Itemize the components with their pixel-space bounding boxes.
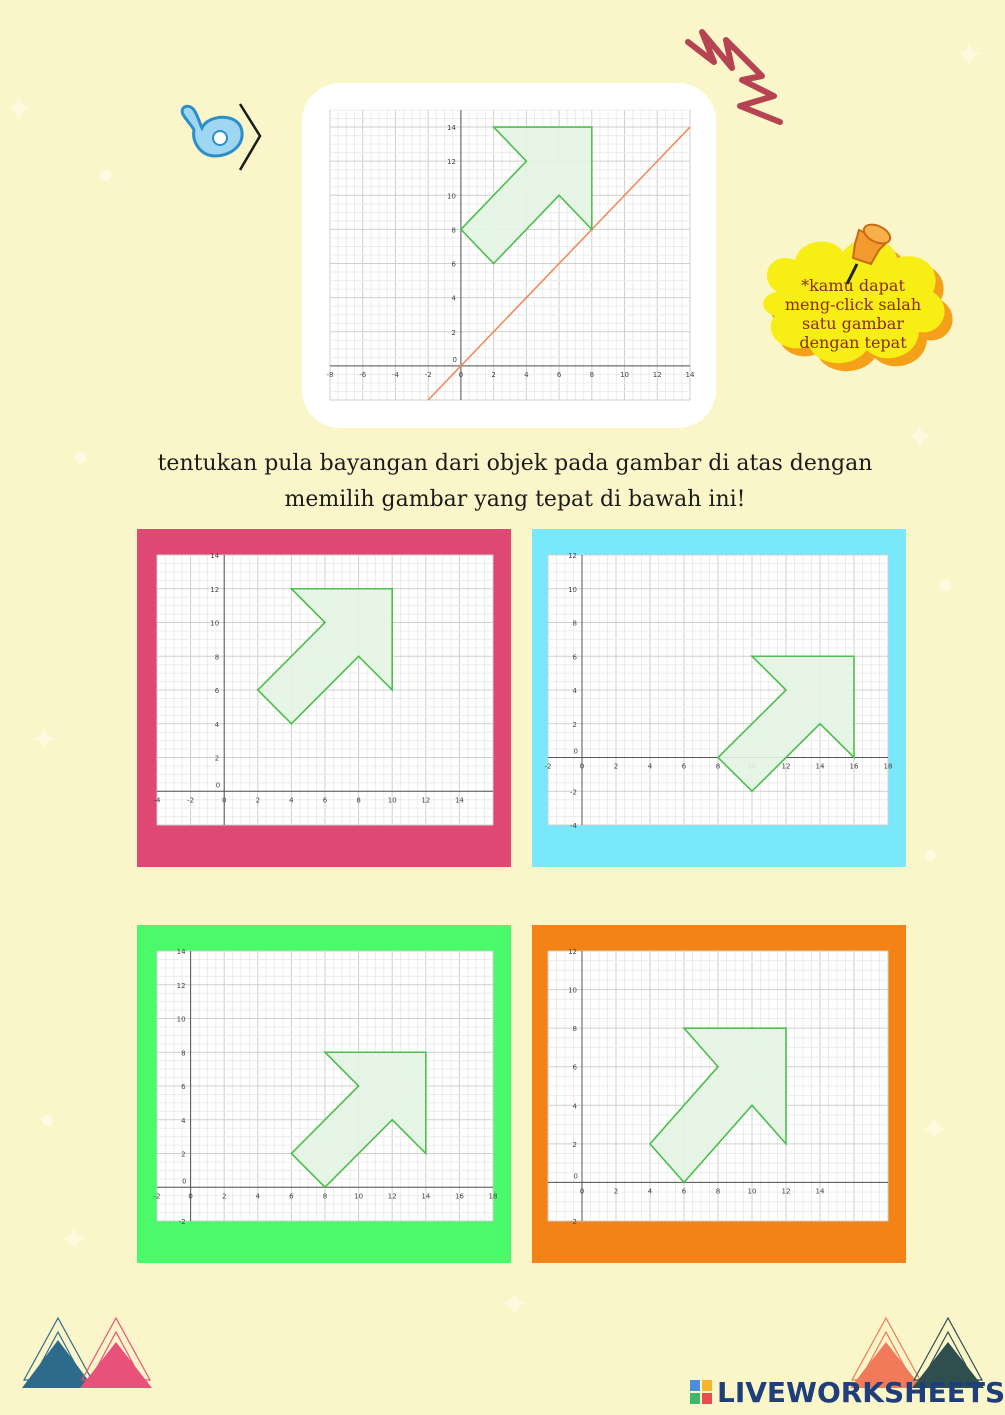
x-tick-label: 0 bbox=[458, 370, 464, 379]
star-decoration: ✦ bbox=[30, 720, 59, 760]
y-tick-label: 4 bbox=[572, 1102, 577, 1111]
x-tick-label: 10 bbox=[387, 796, 397, 805]
x-tick-label: 12 bbox=[387, 1192, 397, 1201]
star-decoration: ✦ bbox=[500, 1285, 529, 1325]
main-graph-svg bbox=[326, 110, 695, 400]
liveworksheets-logo[interactable] bbox=[690, 1372, 1005, 1412]
y-tick-label: 6 bbox=[181, 1083, 186, 1091]
x-tick-label: 6 bbox=[289, 1192, 294, 1201]
y-tick-label: 12 bbox=[176, 981, 186, 990]
star-decoration: ✦ bbox=[60, 1220, 89, 1260]
y-tick-label: 2 bbox=[451, 328, 456, 337]
option-b-graph[interactable] bbox=[544, 552, 893, 830]
x-tick-label: 2 bbox=[491, 370, 496, 379]
x-tick-label: 18 bbox=[883, 762, 893, 771]
y-tick-label: 10 bbox=[568, 585, 577, 594]
y-tick-label: 6 bbox=[572, 1063, 577, 1072]
x-tick-label: 6 bbox=[322, 796, 328, 805]
option-c-svg bbox=[153, 948, 498, 1226]
y-tick-label: 12 bbox=[446, 158, 456, 167]
x-tick-label: 10 bbox=[354, 1192, 364, 1201]
x-tick-label: 4 bbox=[647, 762, 653, 771]
x-tick-label: 14 bbox=[815, 762, 825, 771]
x-tick-label: -2 bbox=[544, 762, 552, 771]
note-line: satu gambar bbox=[802, 314, 904, 333]
y-tick-label: 2 bbox=[181, 1150, 186, 1159]
y-tick-label: -2 bbox=[570, 1218, 577, 1226]
y-tick-label: -2 bbox=[178, 1218, 186, 1226]
x-tick-label: 2 bbox=[613, 1187, 619, 1196]
x-tick-label: 10 bbox=[747, 1187, 757, 1196]
dot-decoration bbox=[925, 850, 936, 861]
y-tick-label: 10 bbox=[568, 986, 577, 995]
answer-option-b[interactable] bbox=[532, 529, 906, 867]
question-label-b-icon bbox=[170, 98, 265, 174]
star-decoration: ✦ bbox=[955, 35, 984, 75]
option-c-graph[interactable] bbox=[153, 948, 498, 1226]
main-graph bbox=[326, 110, 695, 400]
y-tick-label: 14 bbox=[210, 552, 220, 560]
y-tick-label: 8 bbox=[572, 1025, 577, 1034]
x-tick-label: 14 bbox=[815, 1187, 825, 1196]
y-tick-label: 4 bbox=[451, 294, 456, 303]
x-tick-label: -6 bbox=[359, 370, 367, 379]
x-tick-label: 18 bbox=[488, 1192, 498, 1201]
y-tick-label: 4 bbox=[181, 1116, 186, 1125]
origin-label: 0 bbox=[452, 355, 457, 364]
answer-option-d[interactable] bbox=[532, 925, 906, 1263]
y-tick-label: 2 bbox=[572, 1140, 577, 1149]
y-tick-label: 14 bbox=[446, 124, 456, 133]
dot-decoration bbox=[940, 580, 951, 591]
dot-decoration bbox=[42, 1115, 53, 1126]
x-tick-label: 8 bbox=[715, 1187, 721, 1196]
y-tick-label: 6 bbox=[214, 687, 220, 695]
x-tick-label: 14 bbox=[685, 370, 695, 379]
y-tick-label: 2 bbox=[214, 754, 220, 763]
star-decoration: ✦ bbox=[905, 418, 934, 458]
y-tick-label: 12 bbox=[568, 948, 577, 956]
x-tick-label: -2 bbox=[187, 796, 195, 805]
option-d-svg bbox=[548, 948, 888, 1226]
x-tick-label: 14 bbox=[454, 796, 464, 805]
x-tick-label: 12 bbox=[781, 1187, 791, 1196]
x-tick-label: 8 bbox=[589, 370, 595, 379]
y-tick-label: 8 bbox=[451, 226, 456, 235]
x-tick-label: -2 bbox=[153, 1192, 161, 1201]
x-tick-label: 10 bbox=[620, 370, 630, 379]
y-tick-label: 10 bbox=[176, 1015, 186, 1024]
liveworksheets-logo-icon bbox=[690, 1378, 714, 1406]
x-tick-label: -8 bbox=[326, 370, 334, 379]
dot-decoration bbox=[75, 452, 86, 463]
option-b-svg bbox=[544, 552, 893, 830]
y-tick-label: 8 bbox=[181, 1049, 186, 1058]
option-d-graph[interactable] bbox=[548, 948, 888, 1226]
grid-lines bbox=[330, 110, 690, 400]
y-tick-label: 6 bbox=[451, 260, 456, 269]
x-tick-label: 6 bbox=[681, 1187, 687, 1196]
x-tick-label: 0 bbox=[188, 1192, 193, 1201]
question-line: memilih gambar yang tepat di bawah ini! bbox=[284, 487, 746, 512]
x-tick-label: 4 bbox=[255, 1192, 261, 1201]
y-tick-label: 12 bbox=[210, 585, 220, 594]
y-tick-label: 8 bbox=[214, 653, 220, 662]
x-tick-label: -4 bbox=[391, 370, 399, 379]
origin-label: 0 bbox=[182, 1177, 187, 1186]
y-tick-label: 14 bbox=[176, 948, 186, 956]
option-a-svg bbox=[153, 552, 493, 825]
x-tick-label: 12 bbox=[421, 796, 431, 805]
x-tick-label: 4 bbox=[289, 796, 294, 805]
question-text bbox=[120, 446, 910, 518]
y-tick-label: 10 bbox=[446, 192, 456, 201]
y-tick-label: -2 bbox=[570, 788, 577, 797]
dot-decoration bbox=[100, 170, 111, 181]
x-tick-label: 6 bbox=[681, 762, 687, 771]
x-tick-label: 4 bbox=[647, 1187, 653, 1196]
x-tick-label: 6 bbox=[556, 370, 562, 379]
y-tick-label: 6 bbox=[572, 653, 577, 662]
question-line: tentukan pula bayangan dari objek pada gambar di atas dengan bbox=[157, 451, 873, 476]
y-tick-label: 4 bbox=[572, 687, 577, 695]
x-tick-label: 0 bbox=[221, 796, 227, 805]
main-graph-card bbox=[302, 83, 716, 428]
x-tick-label: 12 bbox=[652, 370, 662, 379]
origin-label: 0 bbox=[573, 747, 578, 756]
x-tick-label: 8 bbox=[356, 796, 361, 805]
origin-label: 0 bbox=[573, 1172, 578, 1181]
note-text bbox=[772, 276, 934, 352]
x-tick-label: -2 bbox=[424, 370, 432, 379]
y-tick-label: 12 bbox=[568, 552, 577, 560]
x-tick-label: 2 bbox=[255, 796, 261, 805]
x-tick-label: 2 bbox=[613, 762, 619, 771]
x-tick-label: 8 bbox=[322, 1192, 328, 1201]
note-line: meng-click salah bbox=[784, 295, 922, 314]
triangle-decoration bbox=[18, 1310, 154, 1390]
star-decoration: ✦ bbox=[920, 1110, 949, 1150]
answer-option-a[interactable] bbox=[137, 529, 511, 867]
y-tick-label: -4 bbox=[570, 822, 577, 830]
note-line: dengan tepat bbox=[799, 333, 907, 352]
note-line: *kamu dapat bbox=[801, 276, 905, 295]
x-tick-label: 0 bbox=[579, 762, 585, 771]
x-tick-label: 2 bbox=[221, 1192, 227, 1201]
x-tick-label: 0 bbox=[579, 1187, 585, 1196]
x-tick-label: 12 bbox=[781, 762, 791, 771]
x-tick-label: 8 bbox=[715, 762, 721, 771]
y-tick-label: 2 bbox=[572, 720, 577, 729]
x-tick-label: -4 bbox=[153, 796, 161, 805]
option-a-graph[interactable] bbox=[153, 552, 493, 825]
origin-label: 0 bbox=[215, 781, 221, 790]
x-tick-label: 14 bbox=[421, 1192, 431, 1201]
y-tick-label: 8 bbox=[572, 619, 577, 628]
answer-option-c[interactable] bbox=[137, 925, 511, 1263]
logo-text: LIVEWORKSHEETS bbox=[717, 1375, 1005, 1409]
x-tick-label: 16 bbox=[454, 1192, 464, 1201]
y-tick-label: 4 bbox=[214, 720, 220, 729]
x-tick-label: 4 bbox=[524, 370, 529, 379]
y-tick-label: 10 bbox=[210, 619, 220, 628]
star-decoration: ✦ bbox=[5, 90, 34, 130]
x-tick-label: 16 bbox=[849, 762, 859, 771]
